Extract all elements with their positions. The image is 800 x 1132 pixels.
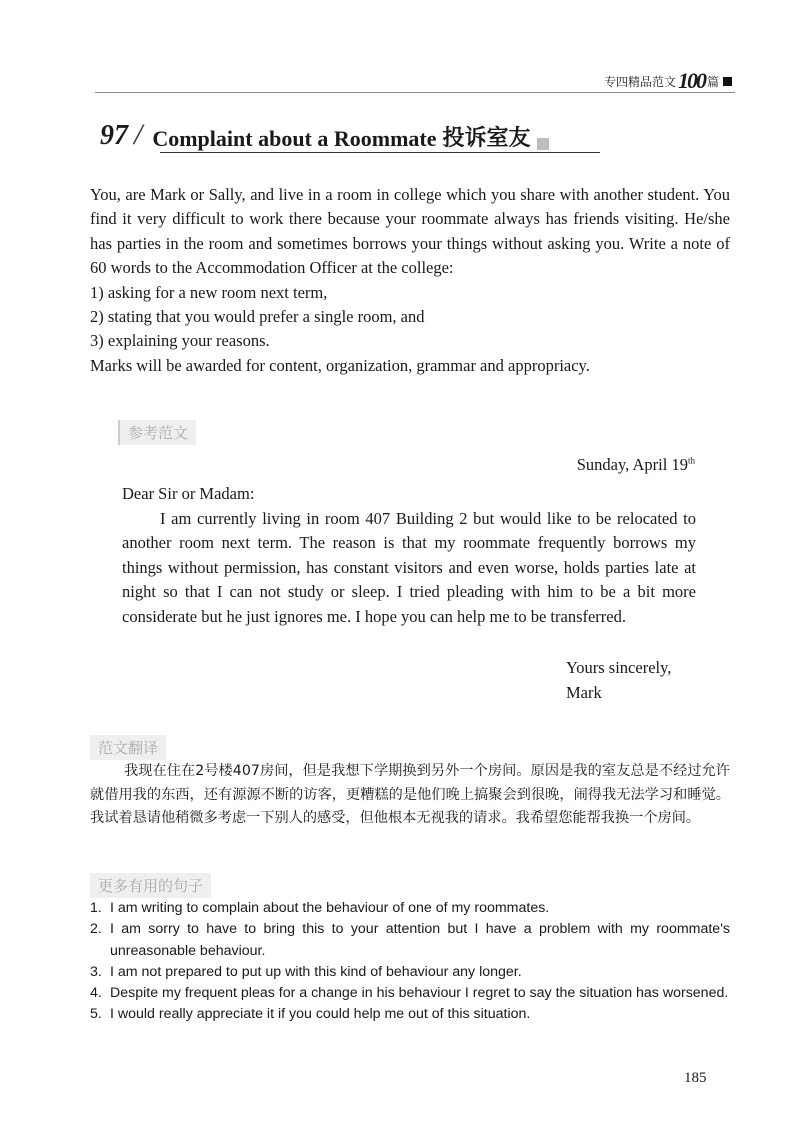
list-item-text: I am not prepared to put up with this kind of behaviour any longer. (110, 963, 522, 980)
list-item-number: 1. (90, 900, 102, 916)
task-instructions (90, 183, 730, 378)
list-item-number: 3. (90, 963, 102, 980)
list-item-text: Despite my frequent pleas for a change in his behaviour I regret to say the situation has worsened. (110, 985, 729, 1002)
task-marks: Marks will be awarded for content, organization, grammar and appropriacy. (90, 355, 590, 375)
running-head-suffix: 篇 (706, 74, 719, 89)
list-item (90, 983, 730, 1004)
translation-text: 我现在住在2号楼407房间，但是我想下学期换到另外一个房间。原因是我的室友总是不经过允许就借用我的东西，还有源源不断的访客，更糟糕的是他们晚上搞聚会到很晚，闹得我无法学习和睡觉。我试着恳请他稍微多考虑一下别人的感受，但他根本无视我的请求。我希望您能帮我换一个房间。 (90, 763, 730, 826)
letter-salutation: Dear Sir or Madam: (122, 484, 255, 503)
letter-body: I am currently living in room 407 Building 2 but would like to be relocated to another room next term. The reason is that my roommate frequently borrows my things without permission, has constant visitors and even worse, holds parties late at night so that I can not study or sleep. I tried pleading with him to be a bit more considerate but he just ignores me. I hope you can help me to be transferred. (122, 508, 696, 626)
letter-date-text: Sunday, April 19 (576, 455, 688, 474)
useful-sentences-list (90, 898, 730, 1026)
list-item-text: I am writing to complain about the behaviour of one of my roommates. (110, 900, 550, 916)
translation-label: 范文翻译 (90, 735, 166, 760)
task-point: 3) explaining your reasons. (90, 331, 270, 351)
task-point: 1) asking for a new room next term, (90, 282, 328, 302)
title-chinese: 投诉室友 (442, 126, 531, 151)
letter-closing: Yours sincerely, (566, 658, 672, 677)
title-english: Complaint about a Roommate (152, 126, 437, 151)
title-slash-icon: / (134, 118, 143, 151)
running-head-square-icon (723, 77, 732, 86)
list-item (90, 1004, 730, 1025)
running-head (604, 68, 732, 94)
letter-date (577, 455, 695, 475)
list-item (90, 898, 730, 919)
list-item-number: 2. (90, 921, 102, 938)
letter-closing-block (566, 656, 671, 705)
list-item (90, 919, 730, 962)
sample-essay-label: 参考范文 (118, 420, 196, 445)
list-item-text: I would really appreciate it if you could help me out of this situation. (110, 1006, 531, 1023)
letter-signature: Mark (566, 682, 602, 702)
page-number: 185 (684, 1070, 707, 1086)
title-underline (160, 152, 600, 153)
title-number: 97 (100, 120, 128, 151)
list-item-number: 5. (90, 1006, 102, 1023)
list-item-text: I am sorry to have to bring this to your attention but I have a problem with my roommate's unreasonable behaviour. (110, 921, 730, 959)
letter-date-suffix: th (687, 455, 695, 466)
header-rule (95, 92, 735, 93)
running-head-number: 100 (677, 68, 705, 93)
useful-sentences-label: 更多有用的句子 (90, 873, 211, 898)
running-head-text: 专四精品范文 (603, 74, 676, 89)
list-item (90, 962, 730, 983)
list-item-number: 4. (90, 985, 102, 1002)
title-square-icon (537, 138, 549, 150)
page-title (100, 118, 549, 152)
task-point: 2) stating that you would prefer a single room, and (90, 307, 425, 327)
sample-letter (122, 482, 696, 630)
task-prompt: You, are Mark or Sally, and live in a room in college which you share with another student. You find it very difficult to work there because your roommate always has friends visiting. He/she has parties in the room and sometimes borrows your things without asking you. Write a note of 60 words to the Accommodation Officer at the college: (90, 185, 730, 278)
